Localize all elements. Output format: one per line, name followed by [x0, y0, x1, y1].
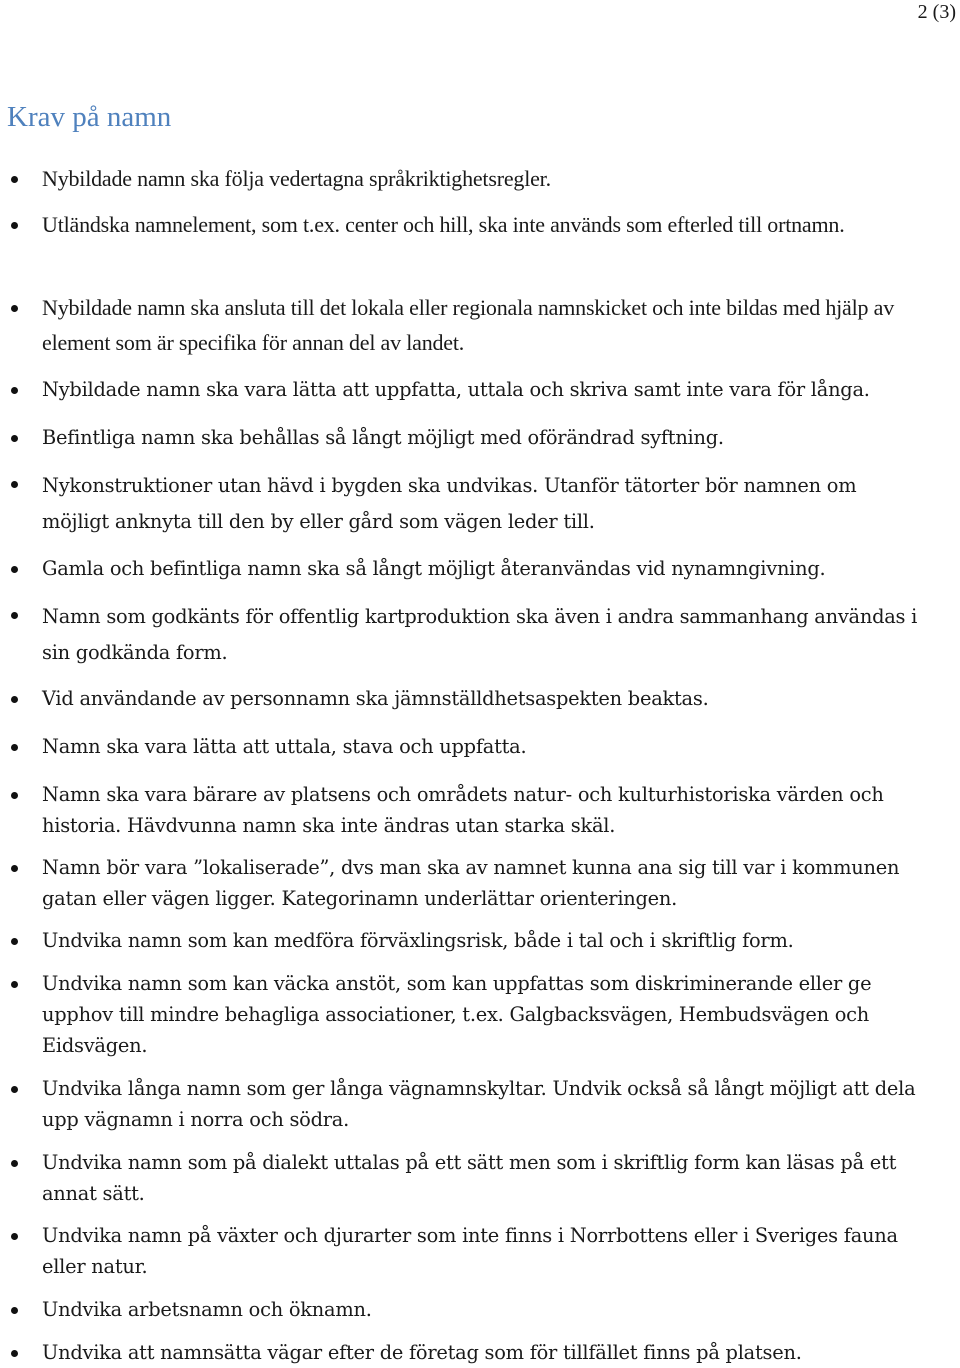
list-item: Vid användande av personnamn ska jämnställdhetsaspekten beaktas. — [42, 683, 922, 714]
list-item: Undvika långa namn som ger långa vägnamnskyltar. Undvik också så långt möjligt att dela upp vägnamn i norra och södra. — [42, 1073, 922, 1135]
page-number: 2 (3) — [917, 1, 956, 23]
list-item: Nybildade namn ska ansluta till det lokala eller regionala namnskicket och inte bildas med hjälp av element som är specifika för annan del av landet. — [42, 290, 922, 360]
list-item: Gamla och befintliga namn ska så långt möjligt återanvändas vid nynamngivning. — [42, 553, 922, 584]
list-item: Undvika namn som kan väcka anstöt, som kan uppfattas som diskriminerande eller ge upphov till mindre behagliga associationer, t.ex. Galgbacksvägen, Hembudsvägen och Eidsvägen. — [42, 968, 922, 1061]
list-item: Undvika arbetsnamn och öknamn. — [42, 1294, 922, 1325]
list-item: Namn bör vara ”lokaliserade”, dvs man ska av namnet kunna ana sig till var i kommunen gatan eller vägen ligger. Kategorinamn underlättar orienteringen. — [42, 852, 922, 914]
list-item: Namn som godkänts för offentlig kartproduktion ska även i andra sammanhang användas i sin godkända form. — [42, 599, 922, 671]
list-item: Undvika namn som på dialekt uttalas på ett sätt men som i skriftlig form kan läsas på ett annat sätt. — [42, 1147, 922, 1209]
list-item: Nykonstruktioner utan hävd i bygden ska undvikas. Utanför tätorter bör namnen om möjligt anknyta till den by eller gård som vägen leder till. — [42, 468, 922, 540]
list-item: Nybildade namn ska följa vedertagna språkriktighetsregler. — [42, 161, 922, 196]
list-item: Undvika namn som kan medföra förväxlingsrisk, både i tal och i skriftlig form. — [42, 925, 922, 956]
list-item: Namn ska vara lätta att uttala, stava och uppfatta. — [42, 731, 922, 762]
list-item: Namn ska vara bärare av platsens och områdets natur- och kulturhistoriska värden och historia. Hävdvunna namn ska inte ändras utan starka skäl. — [42, 779, 922, 841]
list-item: Undvika att namnsätta vägar efter de företag som för tillfället finns på platsen. — [42, 1337, 922, 1368]
list-item: Utländska namnelement, som t.ex. center och hill, ska inte används som efterled till ortnamn. — [42, 207, 922, 242]
list-item: Befintliga namn ska behållas så långt möjligt med oförändrad syftning. — [42, 422, 922, 453]
section-heading: Krav på namn — [7, 101, 172, 133]
list-item: Undvika namn på växter och djurarter som inte finns i Norrbottens eller i Sveriges fauna eller natur. — [42, 1220, 922, 1282]
list-item: Nybildade namn ska vara lätta att uppfatta, uttala och skriva samt inte vara för långa. — [42, 374, 922, 405]
